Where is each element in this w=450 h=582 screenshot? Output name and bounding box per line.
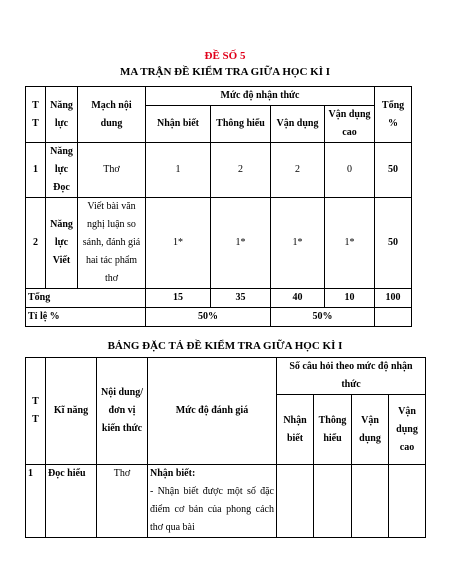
cell-van-dung-cao: 1* — [325, 198, 375, 289]
cell-nang-luc: Năng lực Đọc — [46, 143, 78, 198]
matrix-header-muc-do: Mức độ nhận thức — [146, 87, 375, 106]
spec-header-nhan-biet: Nhận biết — [277, 395, 314, 465]
spec-cell-muc-do-title: Nhận biết: — [150, 468, 196, 479]
cell-thong-hieu: 1* — [211, 198, 271, 289]
cell-tong: 50 — [375, 198, 412, 289]
spec-header-tt: T T — [26, 358, 46, 465]
spec-table — [25, 357, 426, 538]
ratio-row — [26, 308, 412, 327]
spec-header-muc-do-danh-gia: Mức độ đánh giá — [148, 358, 277, 465]
exam-number-heading: ĐỀ SỐ 5 — [204, 50, 246, 62]
ratio-left: 50% — [146, 308, 271, 327]
spec-cell-ki-nang: Đọc hiểu — [46, 465, 97, 538]
cell-noi-dung: Viết bài văn nghị luận so sánh, đánh giá hai tác phẩm thơ — [78, 198, 146, 289]
matrix-header-mach-noi-dung: Mạch nội dung — [78, 87, 146, 143]
matrix-table — [25, 86, 412, 327]
matrix-header-van-dung-cao: Vận dụng cao — [325, 106, 375, 143]
spec-cell-muc-do — [148, 465, 277, 538]
total-tong: 100 — [375, 289, 412, 308]
table-row — [26, 143, 412, 198]
cell-van-dung: 2 — [271, 143, 325, 198]
ratio-label: Tỉ lệ % — [26, 308, 146, 327]
cell-nhan-biet: 1 — [146, 143, 211, 198]
total-nhan-biet: 15 — [146, 289, 211, 308]
spec-cell-muc-do-text: - Nhận biết được một số đặc điểm cơ bản của phong cách thơ qua bài — [150, 486, 274, 533]
spec-cell-van-dung — [352, 465, 389, 538]
matrix-title: MA TRẬN ĐỀ KIỂM TRA GIỮA HỌC KÌ I — [119, 66, 331, 78]
matrix-header-tt: T T — [26, 87, 46, 143]
total-van-dung-cao: 10 — [325, 289, 375, 308]
spec-cell-tt: 1 — [26, 465, 46, 538]
total-van-dung: 40 — [271, 289, 325, 308]
matrix-header-nhan-biet: Nhận biết — [146, 106, 211, 143]
spec-header-noi-dung: Nội dung/ đơn vị kiến thức — [97, 358, 148, 465]
spec-header-ki-nang: Kĩ năng — [46, 358, 97, 465]
matrix-header-van-dung: Vận dụng — [271, 106, 325, 143]
spec-cell-noi-dung: Thơ — [97, 465, 148, 538]
table-row — [26, 198, 412, 289]
spec-header-van-dung-cao: Vận dụng cao — [389, 395, 426, 465]
spec-cell-van-dung-cao — [389, 465, 426, 538]
cell-tt: 1 — [26, 143, 46, 198]
cell-van-dung-cao: 0 — [325, 143, 375, 198]
total-row — [26, 289, 412, 308]
matrix-header-nang-luc: Năng lực — [46, 87, 78, 143]
cell-nhan-biet: 1* — [146, 198, 211, 289]
spec-cell-thong-hieu — [314, 465, 352, 538]
matrix-header-tong: Tổng % — [375, 87, 412, 143]
cell-thong-hieu: 2 — [211, 143, 271, 198]
cell-noi-dung: Thơ — [78, 143, 146, 198]
spec-header-van-dung: Vận dụng — [352, 395, 389, 465]
total-thong-hieu: 35 — [211, 289, 271, 308]
cell-tt: 2 — [26, 198, 46, 289]
spec-title: BẢNG ĐẶC TẢ ĐỀ KIỂM TRA GIỮA HỌC KÌ I — [107, 340, 343, 352]
ratio-right: 50% — [271, 308, 375, 327]
matrix-header-thong-hieu: Thông hiểu — [211, 106, 271, 143]
cell-van-dung: 1* — [271, 198, 325, 289]
cell-nang-luc: Năng lực Viết — [46, 198, 78, 289]
spec-header-thong-hieu: Thông hiểu — [314, 395, 352, 465]
spec-header-so-cau-hoi: Số câu hỏi theo mức độ nhận thức — [277, 358, 426, 395]
spec-cell-nhan-biet — [277, 465, 314, 538]
ratio-empty-cell — [375, 308, 412, 327]
cell-tong: 50 — [375, 143, 412, 198]
total-label: Tổng — [26, 289, 146, 308]
table-row — [26, 465, 426, 538]
